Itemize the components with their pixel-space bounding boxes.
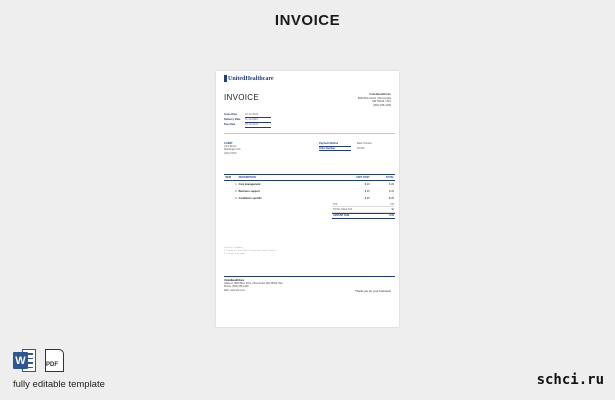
note-line: 2. Late fee may apply (224, 253, 245, 255)
company-logo (224, 75, 274, 82)
client-info (224, 142, 241, 155)
payment-value: Bank Transfer (357, 142, 372, 145)
tagline: fully editable template (13, 379, 105, 390)
totals-block (332, 202, 395, 219)
items-table (224, 174, 395, 202)
cell-description: Conditions specific (238, 196, 262, 200)
meta-value: 11.10.2023 (245, 118, 271, 123)
company-line: MN 55343, USA (372, 100, 391, 104)
footer-line: Web: www.uhc.com (224, 288, 245, 292)
cell-unit-cost: $ 15 (364, 189, 370, 193)
word-letter: W (13, 352, 28, 369)
cell-unit-cost: $ 20 (364, 182, 370, 186)
meta-value: 10.10.2023 (245, 113, 271, 118)
thank-you-note: Thank you for your business! (355, 289, 391, 293)
payment-info (319, 142, 372, 151)
column-header: UNIT COST (333, 175, 370, 181)
cell-total: $ 25 (389, 196, 394, 200)
payment-row (319, 147, 372, 152)
footer-line: Phone: (952) 936-1300 (224, 285, 249, 289)
divider (224, 133, 395, 134)
meta-label: Issue Date (224, 113, 237, 116)
column-header: ITEM (224, 175, 238, 181)
footer-company-name: UnitedHealthCare (224, 279, 245, 282)
totals-label: TAX (333, 202, 338, 206)
meta-label: Due Date (224, 123, 236, 126)
totals-label: TOTAL SALE TAX (333, 208, 353, 212)
amount-due-row (332, 213, 395, 219)
table-row (224, 180, 395, 188)
company-line: (952) 936-1300 (373, 103, 391, 107)
column-header: TOTAL (371, 175, 395, 181)
meta-row (224, 123, 271, 128)
cell-description: Business support (238, 189, 260, 193)
totals-label: AMOUNT DUE (333, 214, 350, 218)
cell-unit-cost: $ 25 (364, 196, 370, 200)
pdf-document-icon (43, 349, 67, 373)
totals-value: $ 60 (389, 214, 394, 218)
totals-value: $0 (391, 208, 394, 212)
logo-text: UnitedHealthcare (228, 75, 274, 82)
cell-item: 1 (235, 182, 237, 186)
invoice-heading: INVOICE (224, 93, 259, 102)
note-line: 1. Payment is due within 15 days from date of invoice (224, 250, 276, 252)
client-label: CLIENT (224, 142, 233, 145)
client-line: (202) XXXX (224, 151, 237, 155)
payment-label: Payment Method (319, 142, 351, 147)
cell-item: 3 (235, 196, 237, 200)
invoice-preview (216, 71, 399, 327)
company-info (358, 93, 391, 107)
invoice-dates (224, 113, 271, 128)
page-title: INVOICE (274, 12, 341, 29)
client-line: John Brown (224, 145, 237, 149)
meta-label: Delivery Date (224, 118, 241, 121)
cell-item: 2 (235, 189, 237, 193)
payment-value: PO123 (357, 146, 365, 150)
pdf-label: PDF (46, 362, 58, 368)
word-document-icon (13, 349, 37, 373)
meta-value: 25.10.2023 (245, 123, 271, 128)
terms-notes (224, 247, 276, 256)
cell-total: $ 20 (389, 182, 394, 186)
cell-total: $ 15 (389, 189, 394, 193)
footer-line: Address: 9900 Bren Rd E, Minnetonka, MN 55343 USA (224, 282, 283, 286)
table-row (224, 195, 395, 202)
table-row (224, 188, 395, 195)
column-header: DESCRIPTION (238, 175, 334, 181)
pdf-page-shape (45, 349, 64, 372)
company-line: 9900 Bren Rd E, Minnetonka (357, 96, 391, 100)
company-name: UnitedHealthCare (369, 93, 391, 96)
cell-description: Care management (238, 182, 261, 186)
logo-mark-icon (224, 75, 227, 82)
payment-label: Order Number (319, 147, 351, 152)
format-icons (13, 349, 67, 373)
totals-value: 0% (390, 202, 394, 206)
site-name: schci.ru (536, 372, 604, 388)
note-line: Terms & Conditions (224, 247, 243, 249)
client-line: Washington DC (224, 148, 241, 152)
